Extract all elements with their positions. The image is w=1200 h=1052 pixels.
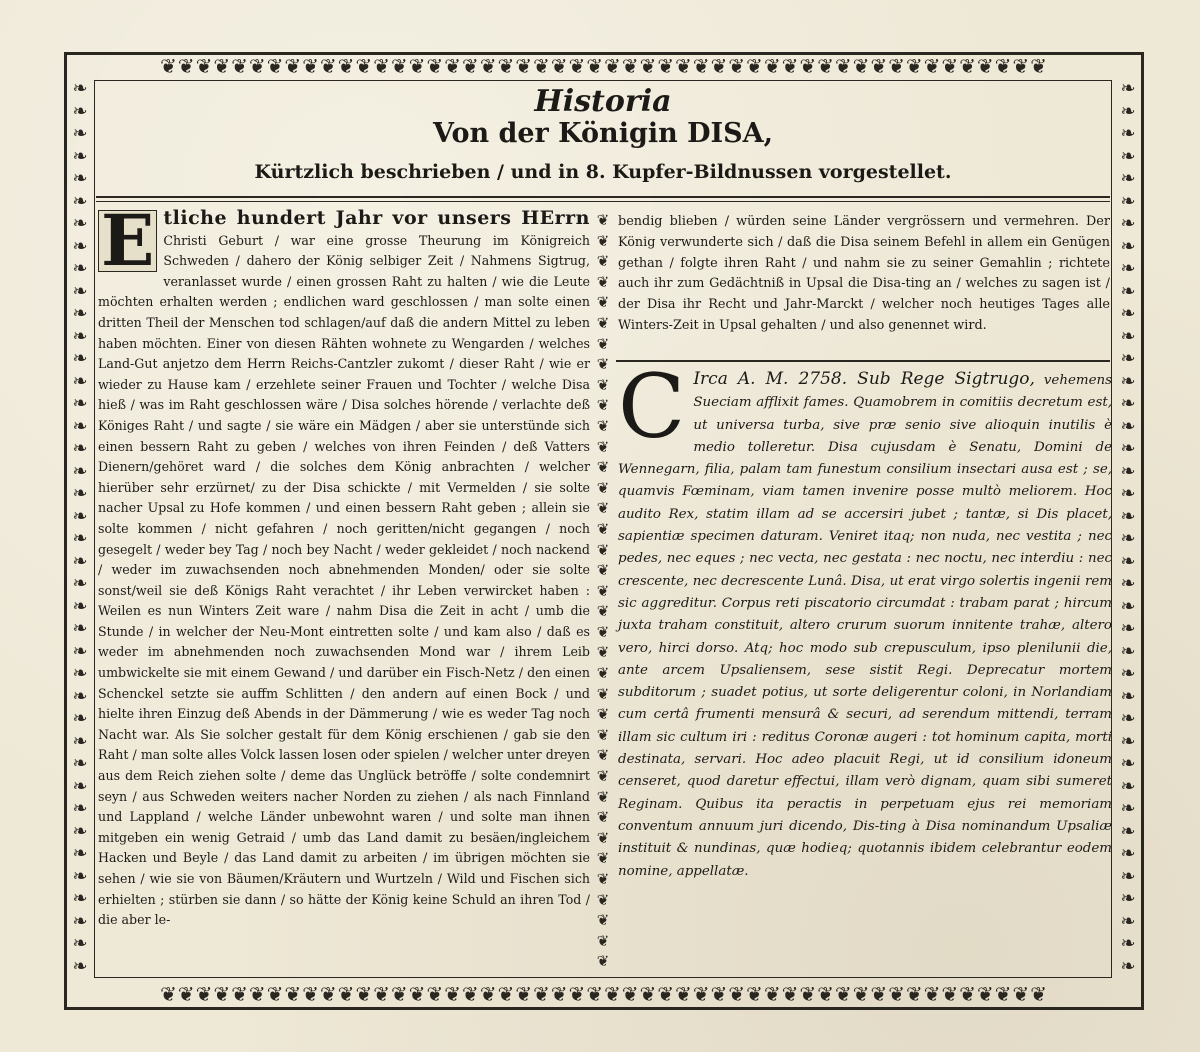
- german-body-text: Christi Geburt / war eine grosse Theurung im Königreich Schweden / dahero der König selbiger Zeit / Nahmens Sigtrug, veranlasset wurde / einen grossen Raht zu halten / wie die Leute möchten erhalten werden ; endlichen ward geschlossen / man solte einen dritten Theil der Menschen tod schlagen/auf daß die andern Mittel zu leben haben möchten. Einer von diesen Rähten wohnete zu Wengarden / welches Land-Gut anjetzo dem Herrn Reichs-Cantzler zukomt / dieser Raht / wie er wieder zu Hause kam / erzehlete seiner Frauen und Tochter / welche Disa hieß / was im Raht geschlossen wäre / Disa solches hörende / verlachte deß Königes Raht / und sagte / sie wäre ein Mädgen / aber sie unterstünde sich einen bessern Raht zu geben / welches von ihren Feinden / deß Vatters Dienern/gehöret ward / die solches dem König anbrachten / welcher hierüber sehr erzürnet/ zu der Disa schickte / mit Vermelden / sie solte nacher Upsal zu Hofe kommen / und einen bessern Raht geben ; allein sie solte kommen / nicht gefahren / noch geritten/nicht gegangen / noch gesegelt / weder bey Tag / noch bey Nacht / weder gekleidet / noch nackend / weder im zuwachsenden noch abnehmenden Monden/ oder sie solte sonst/weil sie deß Königs Raht verachtet / ihr Leben verwircket haben : Weilen es nun Winters Zeit ware / nahm Disa die Zeit in acht / umb die Stunde / in welcher der Neu-Mont eintretten solte / und kam also / daß es weder im abnehmenden noch zuwachsenden Mond war / ihrem Leib umbwickelte sie mit einem Gewand / und darüber ein Fisch-Netz / den einen Schenckel setzte sie auffm Schlitten / den andern auf einen Bock / und hielte ihren Einzug deß Abends in der Dämmerung / wie es weder Tag noch Nacht war. Als Sie solcher gestalt für dem König erschienen / gab sie den Raht / man solte alles Volck lassen losen oder spielen / welcher unter dreyen aus dem Reich ziehen solte / deme das Unglück betröffe / solte condemnirt seyn / aus Schweden weiters nacher Norden zu ziehen / als nach Finnland und Lappland / welche Länder unbewohnt waren / und solte man ihnen mitgeben ein wenig Getraid / umb das Land damit zu besäen/ingleichem Hacken und Beyle / das Land damit zu arbeiten / im übrigen möchten sie sehen / wie sie von Bäumen/Kräutern und Wurtzeln / Wild und Fischen sich erhielten ; stürben sie dann / so hätte der König keine Schuld an ihren Tod / die aber le-: [98, 232, 590, 928]
- latin-lead-line: Irca A. M. 2758. Sub Rege Sigtrugo,: [693, 369, 1035, 389]
- column-ornament-divider: ❦❦❦❦❦❦❦❦❦❦❦❦❦❦❦❦❦❦❦❦❦❦❦❦❦❦❦❦❦❦❦❦❦❦❦❦❦: [596, 211, 610, 970]
- page-subtitle: Von der Königin DISA,: [432, 118, 774, 149]
- latin-text-block: [618, 355, 1112, 972]
- right-ornament-band: ❧❧❧❧❧❧❧❧❧❧❧❧❧❧❧❧❧❧❧❧❧❧❧❧❧❧❧❧❧❧❧❧❧❧❧❧❧❧❧❧: [1120, 78, 1136, 977]
- page-tagline: Kürtzlich beschrieben / und in 8. Kupfer-Bildnussen vorgestellet.: [254, 161, 952, 183]
- german-drop-cap: E: [98, 210, 157, 272]
- header-rule: [96, 196, 1110, 198]
- german-lead-line: tliche hundert Jahr vor unsers HErrn: [163, 207, 590, 229]
- left-ornament-band: ❧❧❧❧❧❧❧❧❧❧❧❧❧❧❧❧❧❧❧❧❧❧❧❧❧❧❧❧❧❧❧❧❧❧❧❧❧❧❧❧: [72, 78, 88, 977]
- latin-body-text: vehemens Sueciam afflixit fames. Quamobrem in comitiis decretum est, ut universa turba, sive præ senio sive alioquin inutilis è medio tolleretur. Disa cujusdam è Senatu, Domini de Wennegarn, filia, palam tam funestum consilium insectari ausa est ; se, quamvis Fœminam, viam tamen invenire posse multò meliorem. Hoc audito Rex, statim illam ad se accersiri jubet ; tantæ, si Dis placet, sapientiæ specimen daturam. Veniret itaq; non nuda, nec vestita ; nec pedes, nec eques ; nec vecta, nec gestata : nec noctu, nec interdiu : nec crescente, nec decrescente Lunâ. Disa, ut erat virgo solertis ingenii rem sic aggreditur. Corpus reti piscatorio circumdat : trabam parat ; hircum juxta traham constituit, altero crurum suorum innitente trahæ, altero vero, hirci dorso. Atq; hoc modo sub crepusculum, ipso plenilunii die, ante arcem Upsaliensem, sese sistit Regi. Deprecatur mortem subditorum ; suadet potius, ut sorte deligerentur coloni, in Norlandiam cum certâ frumenti mensurâ & securi, ad serendum mittendi, terram illam sic cultum iri : reditus Coronæ augeri : tot hominum capita, morti destinata, servari. Hoc adeo placuit Regi, ut id consilium idoneum censeret, quod daretur effectui, illam verò dignam, quam sibi sumeret Reginam. Quibus ita peractis in perpetuam ejus rei memoriam conventum annuum juri dicendo, Dis-ting à Disa nominandum Upsaliæ instituit & nundinas, quæ hodieq; quotannis ibidem celebrantur eodem nomine, appellatæ.: [618, 373, 1112, 879]
- top-ornament-band: ❦❦❦❦❦❦❦❦❦❦❦❦❦❦❦❦❦❦❦❦❦❦❦❦❦❦❦❦❦❦❦❦❦❦❦❦❦❦❦❦❦❦❦❦❦❦❦❦❦❦: [160, 54, 1048, 78]
- header-rule-thin: [96, 201, 1110, 202]
- latin-drop-cap: C: [618, 355, 686, 458]
- page-title: Historia: [534, 84, 672, 119]
- bottom-ornament-band: ❦❦❦❦❦❦❦❦❦❦❦❦❦❦❦❦❦❦❦❦❦❦❦❦❦❦❦❦❦❦❦❦❦❦❦❦❦❦❦❦❦❦❦❦❦❦❦❦❦❦: [160, 982, 1048, 1006]
- section-rule: [616, 360, 1110, 362]
- german-text-left-column: [98, 199, 590, 978]
- german-text-right-column: bendig blieben / würden seine Länder vergrössern und vermehren. Der König verwunderte sich / daß die Disa seinem Befehl in allem ein Genügen gethan / folgte ihren Raht / und nahm sie zu seiner Gemahlin ; richtete auch ihr zum Gedächtniß in Upsal die Disa-ting an / welches zu sagen ist / der Disa ihr Recht und Jahr-Marckt / welcher noch heutiges Tages alle Winters-Zeit in Upsal gehalten / und also genennet wird.: [618, 214, 1110, 333]
